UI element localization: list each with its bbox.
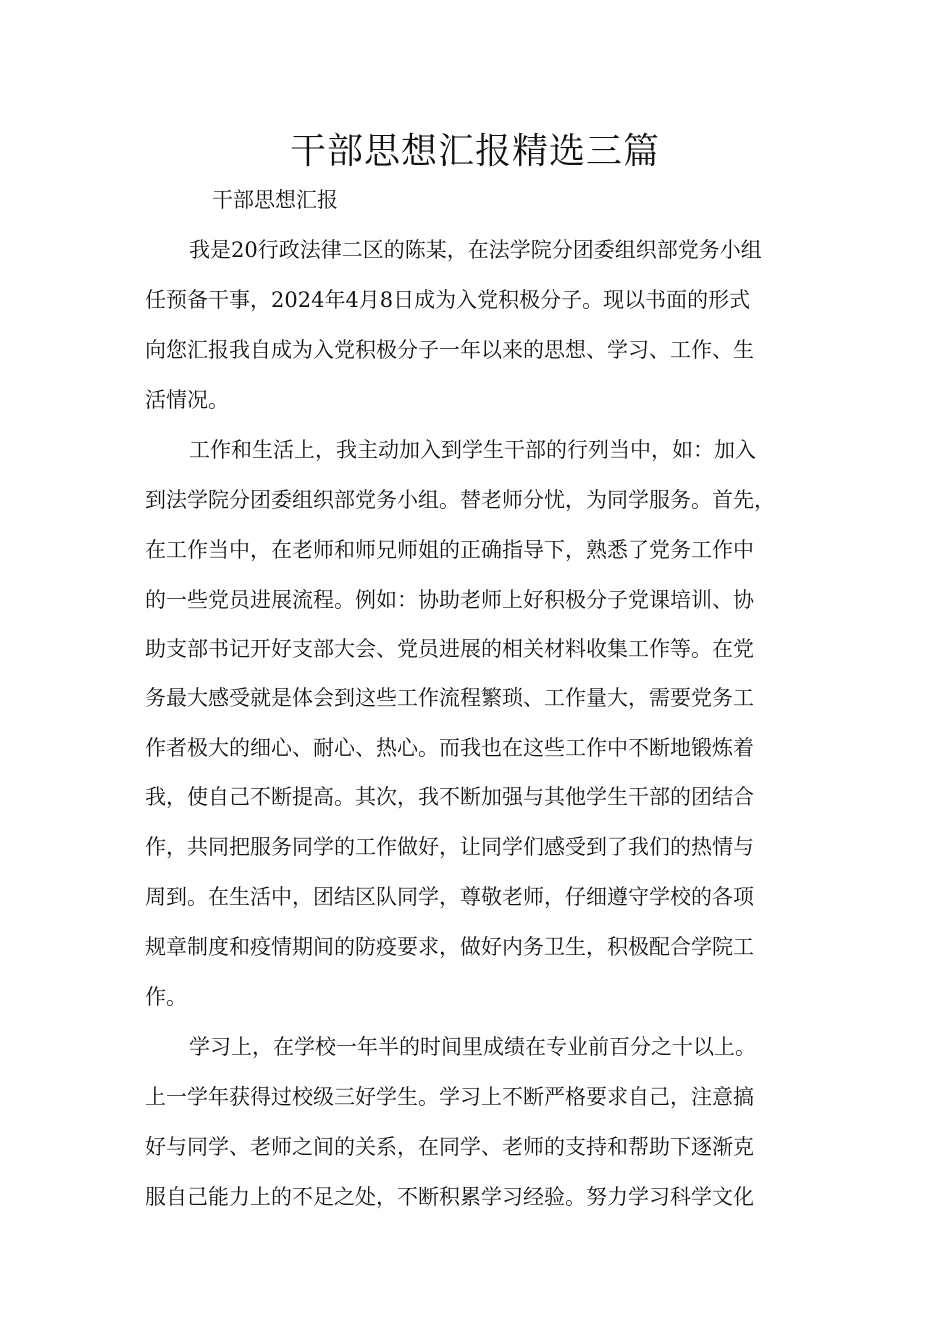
- body-line: 活情况。: [145, 388, 229, 412]
- document-title: 干部思想汇报精选三篇: [289, 131, 660, 172]
- body-line: 务最大感受就是体会到这些工作流程繁琐、工作量大，需要党务工: [145, 686, 754, 710]
- body-line: 任预备干事，2024年4月8日成为入党积极分子。现以书面的形式: [145, 288, 751, 312]
- body-line: 我，使自己不断提高。其次，我不断加强与其他学生干部的团结合: [145, 785, 754, 809]
- body-line: 周到。在生活中，团结区队同学，尊敬老师，仔细遵守学校的各项: [145, 885, 754, 909]
- body-line: 作。: [145, 985, 187, 1009]
- body-line: 学习上，在学校一年半的时间里成绩在专业前百分之十以上。: [189, 1035, 756, 1059]
- body-line: 助支部书记开好支部大会、党员进展的相关材料收集工作等。在党: [145, 637, 754, 661]
- body-line: 好与同学、老师之间的关系，在同学、老师的支持和帮助下逐渐克: [145, 1135, 754, 1159]
- body-line: 的一些党员进展流程。例如：协助老师上好积极分子党课培训、协: [145, 588, 754, 612]
- body-line: 上一学年获得过校级三好学生。学习上不断严格要求自己，注意搞: [145, 1085, 754, 1109]
- body-line: 服自己能力上的不足之处，不断积累学习经验。努力学习科学文化: [145, 1185, 754, 1209]
- body-line: 我是20行政法律二区的陈某，在法学院分团委组织部党务小组: [189, 238, 762, 262]
- document-subtitle: 干部思想汇报: [212, 188, 338, 212]
- body-line: 规章制度和疫情期间的防疫要求，做好内务卫生，积极配合学院工: [145, 935, 754, 959]
- body-line: 到法学院分团委组织部党务小组。替老师分忧，为同学服务。首先，: [145, 488, 775, 512]
- body-line: 工作和生活上，我主动加入到学生干部的行列当中，如：加入: [189, 438, 756, 462]
- body-line: 在工作当中，在老师和师兄师姐的正确指导下，熟悉了党务工作中: [145, 538, 754, 562]
- body-line: 向您汇报我自成为入党积极分子一年以来的思想、学习、工作、生: [145, 338, 754, 362]
- body-line: 作，共同把服务同学的工作做好，让同学们感受到了我们的热情与: [145, 835, 754, 859]
- body-line: 作者极大的细心、耐心、热心。而我也在这些工作中不断地锻炼着: [145, 736, 754, 760]
